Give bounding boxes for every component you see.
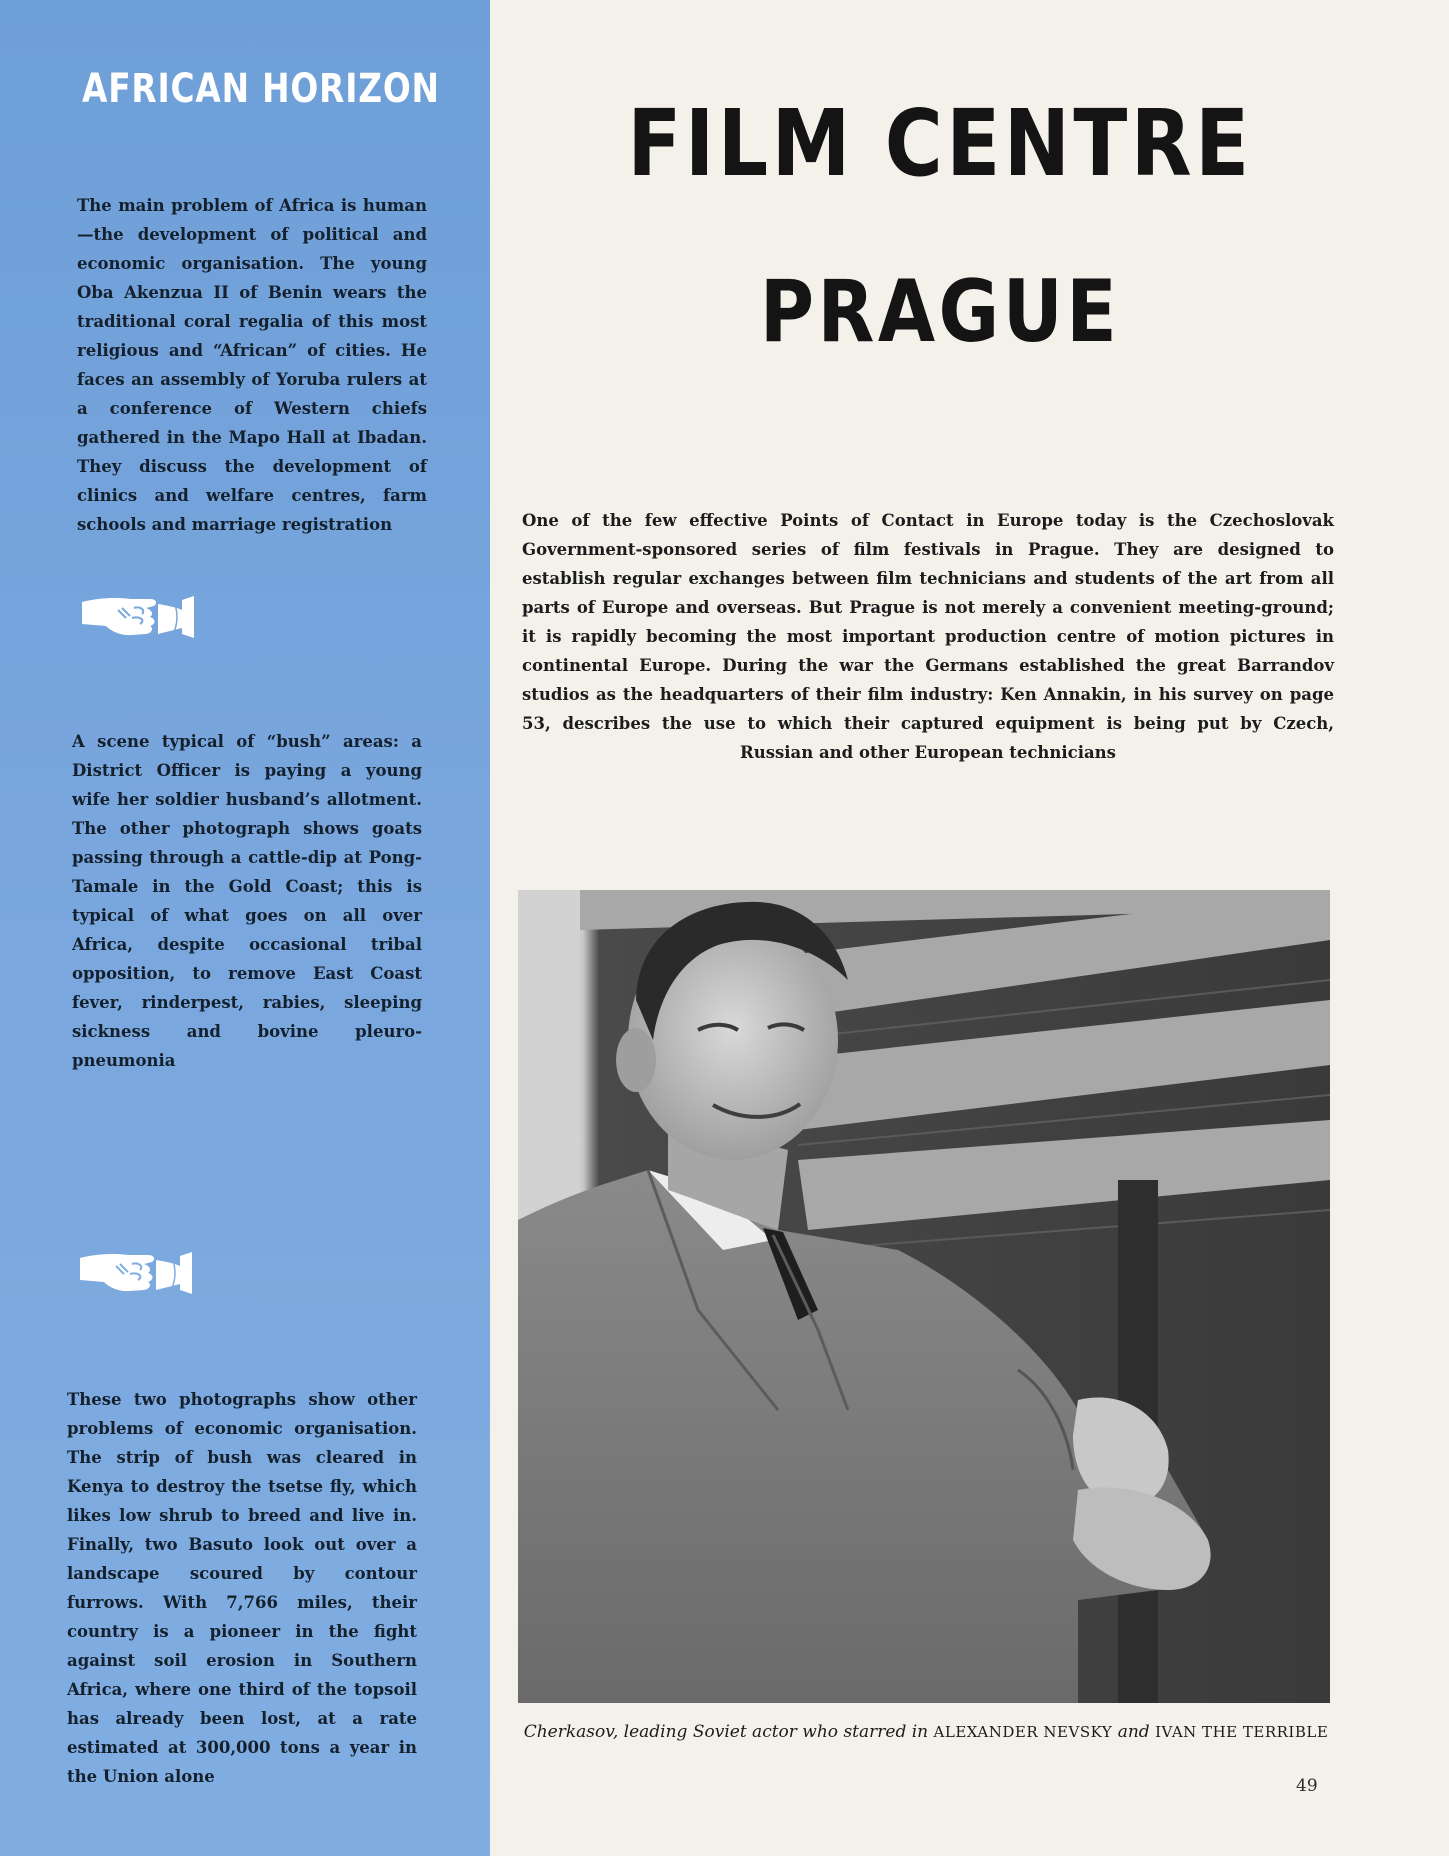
sidebar-heading: AFRICAN HORIZON [82,66,440,112]
caption-text-2: and [1112,1722,1156,1742]
sidebar-paragraph-2: A scene typical of “bush” areas: a District Officer is paying a young wife her soldier husband’s allotment. The other photograph shows goats passing through a cattle-dip at Pong-Tamale in the Gold Coast; this is typical of what goes on all over Africa, despite occasional tribal opposition, to remove East Coast fever, rinderpest, rabies, sleeping sickness and bovine pleuro-pneumonia [72,732,422,1070]
article-title-line-1: FILM CENTRE [627,90,1253,197]
sidebar-paragraph-1: The main problem of Africa is human—the development of political and economic organisation. The young Oba Akenzua II of Benin wears the traditional coral regalia of this most religious and “African” of cities. He faces an assembly of Yoruba rulers at a conference of Western chiefs gathered in the Mapo Hall at Ibadan. They discuss the development of clinics and welfare centres, farm schools and marriage registration [77,196,427,534]
caption-film-2: IVAN THE TERRIBLE [1155,1723,1329,1741]
pointing-hand-icon [78,588,198,640]
sidebar-panel [0,0,490,1856]
page-number: 49 [1296,1776,1318,1796]
caption-text-1: Cherkasov, leading Soviet actor who starred in [523,1722,934,1742]
photo-caption [520,1722,1332,1742]
pointing-hand-icon [76,1244,196,1296]
portrait-photograph [518,890,1330,1703]
article-intro: One of the few effective Points of Contact in Europe today is the Czechoslovak Government-sponsored series of film festivals in Prague. They are designed to establish regular exchanges between film technicians and students of the art from all parts of Europe and overseas. But Prague is not merely a convenient meeting-ground; it is rapidly becoming the most important production centre of motion pictures in continental Europe. During the war the Germans established the great Barrandov studios as the headquarters of their film industry: Ken Annakin, in his survey on page 53, describes the use to which their captured equipment is being put by Czech, Russian and other European technicians [522,511,1334,762]
sidebar-paragraph-3: These two photographs show other problems of economic organisation. The strip of bush was cleared in Kenya to destroy the tsetse fly, which likes low shrub to breed and live in. Finally, two Basuto look out over a landscape scoured by contour furrows. With 7,766 miles, their country is a pioneer in the fight against soil erosion in Southern Africa, where one third of the topsoil has already been lost, at a rate estimated at 300,000 tons a year in the Union alone [67,1390,417,1786]
article-title-line-2: PRAGUE [759,262,1121,362]
caption-film-1: ALEXANDER NEVSKY [933,1723,1113,1741]
